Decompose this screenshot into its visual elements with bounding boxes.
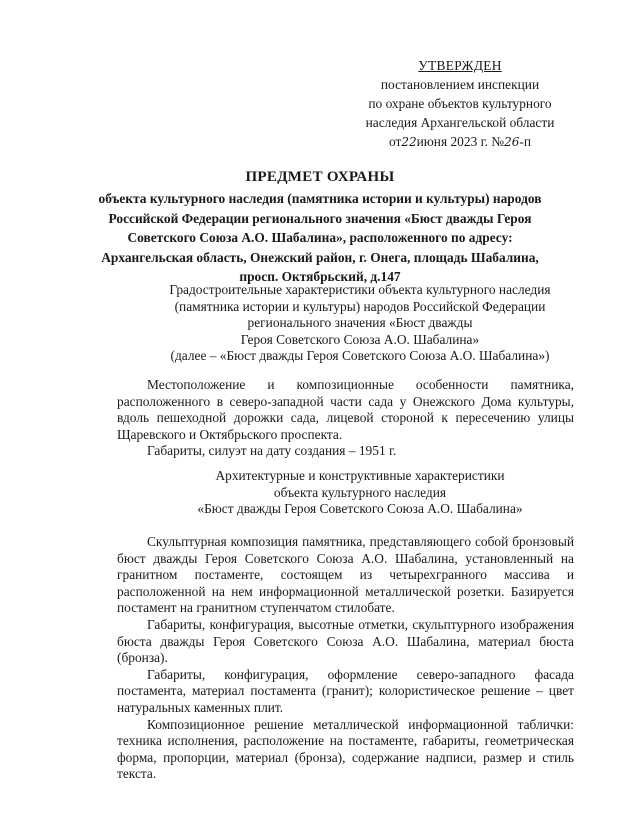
paragraph-bust: Габариты, конфигурация, высотные отметки, скульптурного изображения бюста дважды Героя Советского Союза А.О. Шабалина, материал бюста (бронза).: [117, 616, 574, 666]
paragraph-pedestal: Габариты, конфигурация, оформление северо-западного фасада постамента, материал постамента (гранит); колористическое решение – цвет натуральных каменных плит.: [117, 666, 574, 715]
body-location: [117, 377, 574, 460]
approval-stamp: [340, 56, 580, 152]
date-suffix: -п: [519, 134, 531, 149]
section2-line-3: «Бюст дважды Героя Советского Союза А.О. Шабалина»: [197, 501, 523, 516]
approval-heading: УТВЕРЖДЕН: [418, 58, 502, 73]
document-title: [40, 165, 600, 287]
title-line-4: Архангельская область, Онежский район, г. Онега, площадь Шабалина,: [101, 249, 539, 265]
approval-line-2: по охране объектов культурного: [368, 96, 552, 111]
date-prefix: от: [388, 134, 402, 149]
section1-line-2: (памятника истории и культуры) народов Российской Федерации: [174, 298, 546, 314]
section1-line-4: Героя Советского Союза А.О. Шабалина»: [240, 331, 480, 347]
title-line-1: объекта культурного наследия (памятника истории и культуры) народов: [98, 191, 542, 206]
section2-line-2: объекта культурного наследия: [273, 484, 447, 500]
approval-line-1: постановлением инспекции: [380, 77, 540, 92]
paragraph-plaque: Композиционное решение металлической информационной таблички: техника исполнения, расположение на постаменте, габариты, геометрическая форма, пропорции, материал (бронза), содержание надписи, размер и стиль текста.: [117, 716, 574, 782]
paragraph-composition: Скульптурная композиция памятника, представляющего собой бронзовый бюст дважды Героя Советского Союза А.О. Шабалина, установленный на гранитном постаменте, состоящем из четырехгранного массива и расположенной на нем информационной металлической розетки. Базируется постамент на гранитном ступенчатом стилобате.: [117, 534, 574, 616]
title-line-2: Российской Федерации регионального значения «Бюст дважды Героя: [108, 210, 532, 226]
approval-date-line: [340, 132, 580, 152]
section1-line-5: (далее – «Бюст дважды Героя Советского Союза А.О. Шабалина»): [170, 348, 550, 363]
section1-line-1: Градостроительные характеристики объекта культурного наследия: [169, 282, 551, 297]
paragraph-dimensions-date: Габариты, силуэт на дату создания – 1951 г.: [147, 443, 397, 459]
section2-line-1: Архитектурные и конструктивные характеристики: [215, 468, 505, 483]
title-line-3: Советского Союза А.О. Шабалина», расположенного по адресу:: [127, 230, 513, 246]
title-line-5: просп. Октябрьский, д.147: [239, 269, 401, 285]
body-architecture: [117, 534, 574, 783]
section-heading-urban: [140, 282, 580, 365]
approval-line-3: наследия Архангельской области: [365, 115, 555, 130]
date-middle: июня 2023 г. №: [416, 134, 505, 149]
paragraph-location: Местоположение и композиционные особенности памятника, расположенного в северо-западной части сада у Онежского Дома культуры, вдоль пешеходной дорожки сада, лицевой стороной к пересечению улицы Щаревского и Октябрьского проспекта.: [117, 377, 574, 442]
section1-line-3: регионального значения «Бюст дважды: [247, 315, 473, 330]
handwritten-day: 22: [401, 135, 417, 149]
title-main: ПРЕДМЕТ ОХРАНЫ: [245, 169, 395, 185]
section-heading-architecture: [160, 468, 560, 518]
handwritten-number: 26: [504, 135, 520, 149]
